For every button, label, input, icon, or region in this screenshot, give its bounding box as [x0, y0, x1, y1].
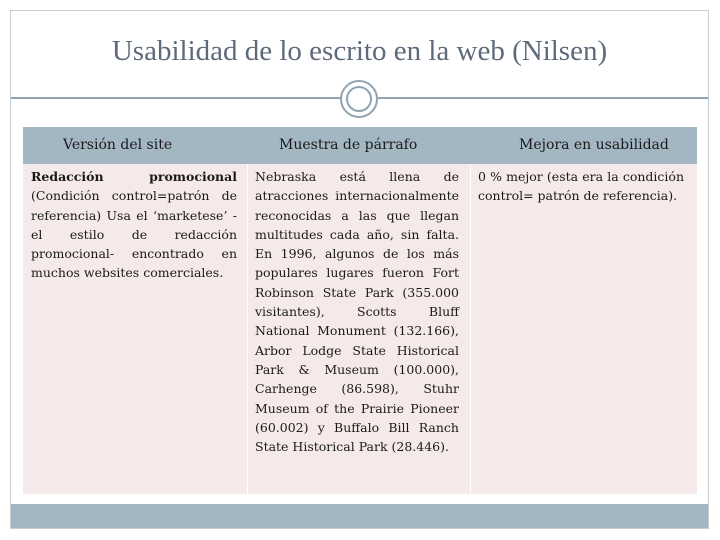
cell-improvement: 0 % mejor (esta era la condición control= patrón de referencia).: [478, 169, 684, 204]
title-divider-right: [378, 97, 708, 99]
title-divider-left: [11, 97, 341, 99]
column-divider: [247, 164, 248, 494]
circle-ornament-icon: [340, 80, 378, 118]
cell-sample: Nebraska está llena de atracciones internacionalmente reconocidas a las que llegan multitudes cada año, sin falta. En 1996, algunos de los más populares lugares fueron Fort Robinson State Park (355.000 visitantes), Scotts Bluff National Monument (132.166), Arbor Lodge State Historical Park & Museum (100.000), Carhenge (86.598), Stuhr Museum of the Prairie Pioneer (60.002) y Buffalo Bill Ranch State Historical Park (28.446).: [255, 169, 459, 455]
cell-version: [31, 167, 237, 283]
column-divider: [470, 164, 471, 494]
header-version: Versión del site: [63, 137, 173, 153]
table-header-row: [23, 127, 697, 164]
footer-bar: [11, 504, 708, 528]
header-sample: Muestra de párrafo: [279, 137, 418, 153]
slide-title: Usabilidad de lo escrito en la web (Nilsen): [111, 35, 608, 67]
version-description: (Condición control=patrón de referencia) Usa el ‘marketese’ -el estilo de redacción promocional- encontrado en muchos websites comerciales.: [31, 188, 237, 281]
header-improvement: Mejora en usabilidad: [519, 137, 669, 153]
circle-ornament-inner: [346, 86, 372, 112]
version-bold-label: Redacción promocional: [31, 169, 237, 184]
